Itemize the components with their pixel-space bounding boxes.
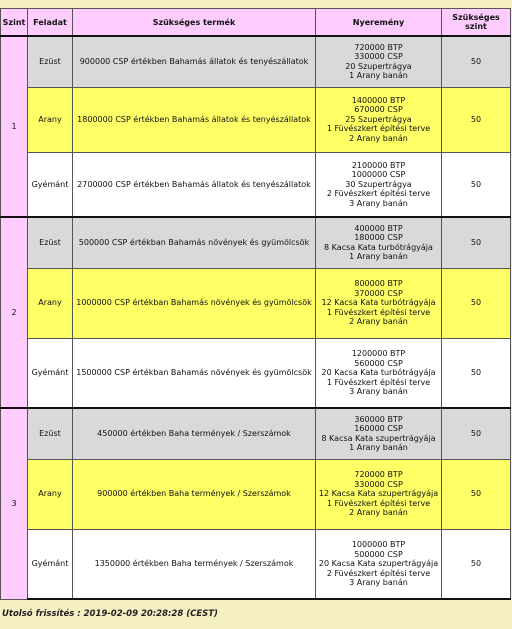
reward-line: 20 Kacsa Kata szupertrágyája [318, 559, 439, 568]
task-cell: Arany [28, 87, 73, 152]
task-cell: Ezüst [28, 408, 73, 459]
required-cell: 900000 CSP értékben Bahamás állatok és tenyészállatok [73, 36, 316, 87]
reward-line: 1 Füvészkert építési terve [326, 498, 431, 508]
reward-line: 2 Füvészkert építési terve [326, 189, 431, 198]
reward-line: 1 Füvészkert építési terve [326, 307, 431, 317]
needlevel-cell: 50 [442, 529, 511, 599]
reward-line: 3 Arany banán [349, 387, 408, 396]
reward-line: 720000 BTP [354, 470, 403, 480]
needlevel-cell: 50 [442, 268, 511, 338]
reward-line: 1000000 BTP [351, 540, 406, 549]
required-cell: 900000 értékben Baha termények / Szerszámok [73, 459, 316, 529]
reward-cell [316, 408, 442, 459]
level-group [1, 217, 511, 408]
header-needlevel: Szükséges szint [442, 9, 511, 37]
reward-cell [316, 459, 442, 529]
required-cell: 1350000 értékben Baha termények / Szerszámok [73, 529, 316, 599]
table-row [1, 268, 511, 338]
table-row [1, 459, 511, 529]
reward-line: 370000 CSP [354, 288, 403, 298]
reward-line: 500000 CSP [354, 549, 403, 559]
level-group [1, 408, 511, 599]
task-cell: Arany [28, 459, 73, 529]
table-row [1, 36, 511, 87]
task-cell: Ezüst [28, 217, 73, 268]
reward-line: 800000 BTP [354, 279, 403, 289]
reward-line: 2 Füvészkert építési terve [326, 568, 431, 578]
last-updated: Utolsó frissítés : 2019-02-09 20:28:28 (CEST) [2, 609, 218, 619]
reward-line: 2 Arany banán [349, 508, 408, 518]
reward-line: 12 Kacsa Kata szupertrágyája [318, 489, 439, 499]
required-cell: 2700000 CSP értékben Bahamás állatok és tenyészállatok [73, 152, 316, 217]
level-cell: 2 [1, 217, 28, 408]
reward-line: 25 Szupertrágya [345, 114, 412, 124]
reward-line: 360000 BTP [354, 414, 403, 424]
reward-cell [316, 268, 442, 338]
reward-line: 2 Arany banán [349, 133, 408, 143]
reward-line: 1 Füvészkert építési terve [326, 124, 431, 134]
reward-line: 330000 CSP [354, 52, 403, 62]
required-cell: 1800000 CSP értékben Bahamás állatok és tenyészállatok [73, 87, 316, 152]
reward-line: 330000 CSP [354, 479, 403, 489]
task-cell: Arany [28, 268, 73, 338]
reward-line: 1 Füvészkert építési terve [326, 377, 431, 387]
reward-line: 560000 CSP [354, 358, 403, 368]
level-cell: 1 [1, 36, 28, 217]
table-row [1, 152, 511, 217]
level-group [1, 36, 511, 217]
header-required: Szükséges termék [73, 9, 316, 37]
task-cell: Gyémánt [28, 338, 73, 408]
needlevel-cell: 50 [442, 459, 511, 529]
reward-line: 720000 BTP [354, 42, 403, 52]
table-row [1, 87, 511, 152]
required-cell: 500000 CSP értékban Bahamás növények és gyümölcsök [73, 217, 316, 268]
reward-line: 3 Arany banán [349, 198, 408, 208]
required-cell: 1500000 CSP értékban Bahamás növények és gyümölcsök [73, 338, 316, 408]
reward-line: 30 Szupertrágya [345, 179, 412, 189]
needlevel-cell: 50 [442, 152, 511, 217]
reward-line: 2100000 BTP [351, 160, 406, 170]
reward-line: 670000 CSP [354, 105, 403, 115]
needlevel-cell: 50 [442, 408, 511, 459]
reward-line: 2 Arany banán [349, 317, 408, 327]
header-level: Szint [1, 9, 28, 37]
reward-cell [316, 152, 442, 217]
required-cell: 1000000 CSP értékban Bahamás növények és gyümölcsök [73, 268, 316, 338]
needlevel-cell: 50 [442, 36, 511, 87]
reward-cell [316, 36, 442, 87]
needlevel-cell: 50 [442, 217, 511, 268]
table-row [1, 338, 511, 408]
reward-line: 8 Kacsa Kata turbótrágyája [324, 242, 433, 252]
reward-cell [316, 217, 442, 268]
reward-line: 1200000 BTP [351, 349, 406, 358]
header-row [1, 9, 511, 37]
table-row [1, 529, 511, 599]
reward-line: 20 Szupertrágya [345, 61, 412, 71]
level-cell: 3 [1, 408, 28, 599]
reward-line: 1 Arany banán [349, 71, 408, 81]
reward-line: 1 Arany banán [349, 252, 408, 262]
header-reward: Nyeremény [316, 9, 442, 37]
table-row [1, 408, 511, 459]
task-table [0, 8, 511, 600]
needlevel-cell: 50 [442, 87, 511, 152]
reward-line: 160000 CSP [354, 424, 403, 434]
reward-line: 1 Arany banán [349, 443, 408, 453]
reward-cell [316, 87, 442, 152]
reward-line: 3 Arany banán [349, 578, 408, 587]
reward-cell [316, 338, 442, 408]
needlevel-cell: 50 [442, 338, 511, 408]
reward-line: 20 Kacsa Kata turbótrágyája [321, 368, 436, 377]
task-cell: Gyémánt [28, 529, 73, 599]
table-row [1, 217, 511, 268]
required-cell: 450000 értékben Baha termények / Szerszámok [73, 408, 316, 459]
task-cell: Gyémánt [28, 152, 73, 217]
reward-line: 8 Kacsa Kata szupertrágyája [321, 433, 436, 443]
reward-line: 12 Kacsa Kata turbótrágyája [321, 298, 436, 308]
task-cell: Ezüst [28, 36, 73, 87]
reward-line: 180000 CSP [354, 233, 403, 243]
header-task: Feladat [28, 9, 73, 37]
reward-line: 1400000 BTP [351, 95, 406, 105]
reward-cell [316, 529, 442, 599]
reward-line: 1000000 CSP [351, 170, 406, 179]
reward-line: 400000 BTP [354, 223, 403, 233]
